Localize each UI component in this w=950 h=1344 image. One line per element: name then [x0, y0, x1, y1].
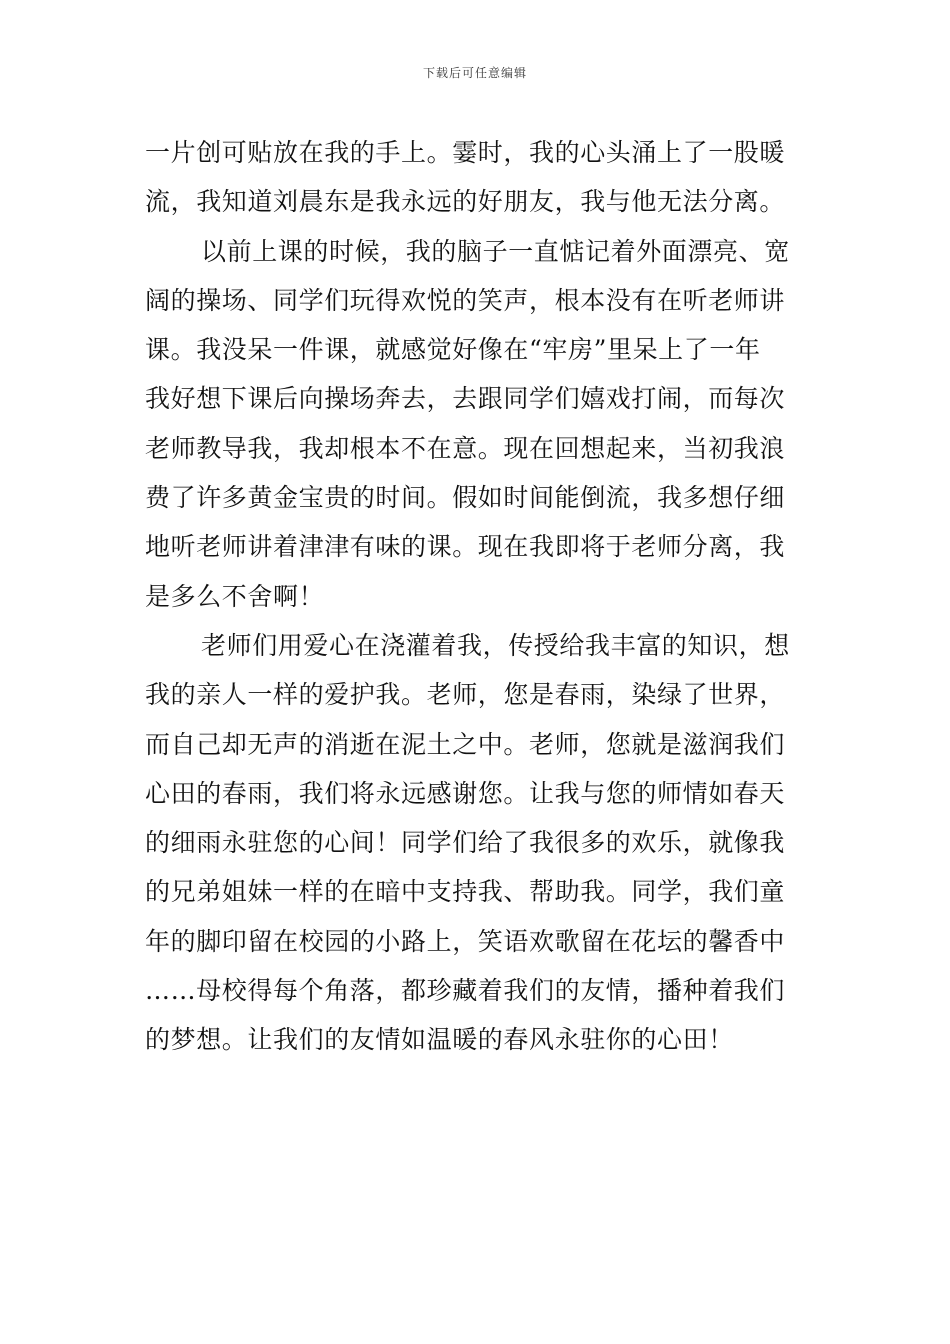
- text-line: 我的亲人一样的爱护我。老师，您是春雨，染绿了世界，: [145, 680, 786, 710]
- text-line: 老师们用爱心在浇灌着我，传授给我丰富的知识，想: [201, 630, 790, 660]
- paragraph-1: [145, 128, 807, 227]
- paragraph-3: [145, 621, 807, 1065]
- text-line: 老师教导我，我却根本不在意。现在回想起来，当初我浪: [145, 433, 786, 463]
- text-line: 我好想下课后向操场奔去，去跟同学们嬉戏打闹，而每次: [145, 384, 786, 414]
- text-line: 的梦想。让我们的友情如温暖的春风永驻你的心田！: [145, 1025, 734, 1055]
- text-line: 心田的春雨，我们将永远感谢您。让我与您的师情如春天: [145, 778, 786, 808]
- document-body: [145, 128, 807, 1065]
- text-line: 的细雨永驻您的心间！同学们给了我很多的欢乐，就像我: [145, 828, 786, 858]
- text-line: 而自己却无声的消逝在泥土之中。老师，您就是滋润我们: [145, 729, 786, 759]
- text-line: 费了许多黄金宝贵的时间。假如时间能倒流，我多想仔细: [145, 483, 786, 513]
- page-header: 下载后可任意编辑: [422, 66, 527, 80]
- text-line: 流，我知道刘晨东是我永远的好朋友，我与他无法分离。: [145, 187, 786, 217]
- text-line: ……母校得每个角落，都珍藏着我们的友情，播种着我们: [145, 976, 786, 1006]
- text-line: 年的脚印留在校园的小路上，笑语欢歌留在花坛的馨香中: [145, 926, 786, 956]
- text-line: 的兄弟姐妹一样的在暗中支持我、帮助我。同学，我们童: [145, 877, 786, 907]
- paragraph-2: [145, 227, 807, 621]
- text-line: 以前上课的时候，我的脑子一直惦记着外面漂亮、宽: [201, 236, 790, 266]
- text-line: 地听老师讲着津津有味的课。现在我即将于老师分离，我: [145, 532, 786, 562]
- text-line: 一片创可贴放在我的手上。霎时，我的心头涌上了一股暖: [145, 138, 786, 167]
- text-line: 是多么不舍啊！: [145, 581, 325, 611]
- text-line: 课。我没呆一件课，就感觉好像在“牢房”里呆上了一年: [145, 335, 761, 365]
- text-line: 阔的操场、同学们玩得欢悦的笑声，根本没有在听老师讲: [145, 285, 786, 315]
